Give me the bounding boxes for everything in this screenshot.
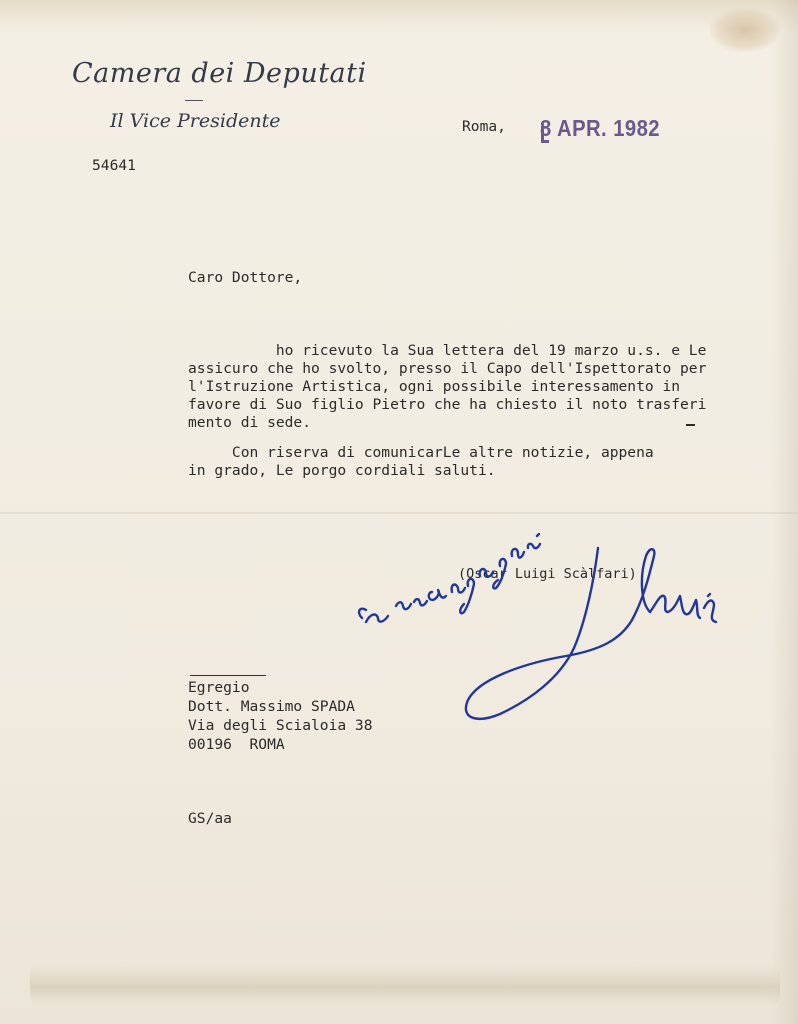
paper-fold-crease xyxy=(0,512,798,514)
address-rule xyxy=(190,675,266,676)
recipient-line: Via degli Scialoia 38 xyxy=(188,717,373,734)
date-stamp: 8 APR. 1982 xyxy=(540,115,660,141)
typed-underline-mark xyxy=(686,424,695,426)
recipient-line: 00196 ROMA xyxy=(188,736,285,753)
recipient-line: Dott. Massimo SPADA xyxy=(188,698,355,715)
letterhead-institution: Camera dei Deputati xyxy=(72,58,367,89)
letterhead-office: Il Vice Presidente xyxy=(110,110,281,132)
body-line: l'Istruzione Artistica, ogni possibile interessamento in xyxy=(188,378,681,395)
letterhead-divider xyxy=(185,100,203,101)
recipient-line: Egregio xyxy=(188,679,250,696)
body-line: favore di Suo figlio Pietro che ha chiesto il noto trasferi xyxy=(188,396,707,413)
place-label: Roma, xyxy=(462,118,506,135)
salutation: Caro Dottore, xyxy=(188,269,303,286)
paper-top-edge xyxy=(0,0,798,34)
body-line: mento di sede. xyxy=(188,414,312,431)
typed-signatory-name: (Oscar Luigi Scàlfari) xyxy=(458,566,637,582)
body-line: Con riserva di comunicarLe altre notizie, appena xyxy=(188,444,654,461)
body-line: assicuro che ho svolto, presso il Capo dell'Ispettorato per xyxy=(188,360,707,377)
body-line: ho ricevuto la Sua lettera del 19 marzo u.s. e Le xyxy=(188,342,707,359)
protocol-number: 54641 xyxy=(92,157,136,174)
reference-initials: GS/aa xyxy=(188,810,232,827)
body-line: in grado, Le porgo cordiali saluti. xyxy=(188,462,496,479)
paper-bottom-fold xyxy=(30,965,780,1005)
